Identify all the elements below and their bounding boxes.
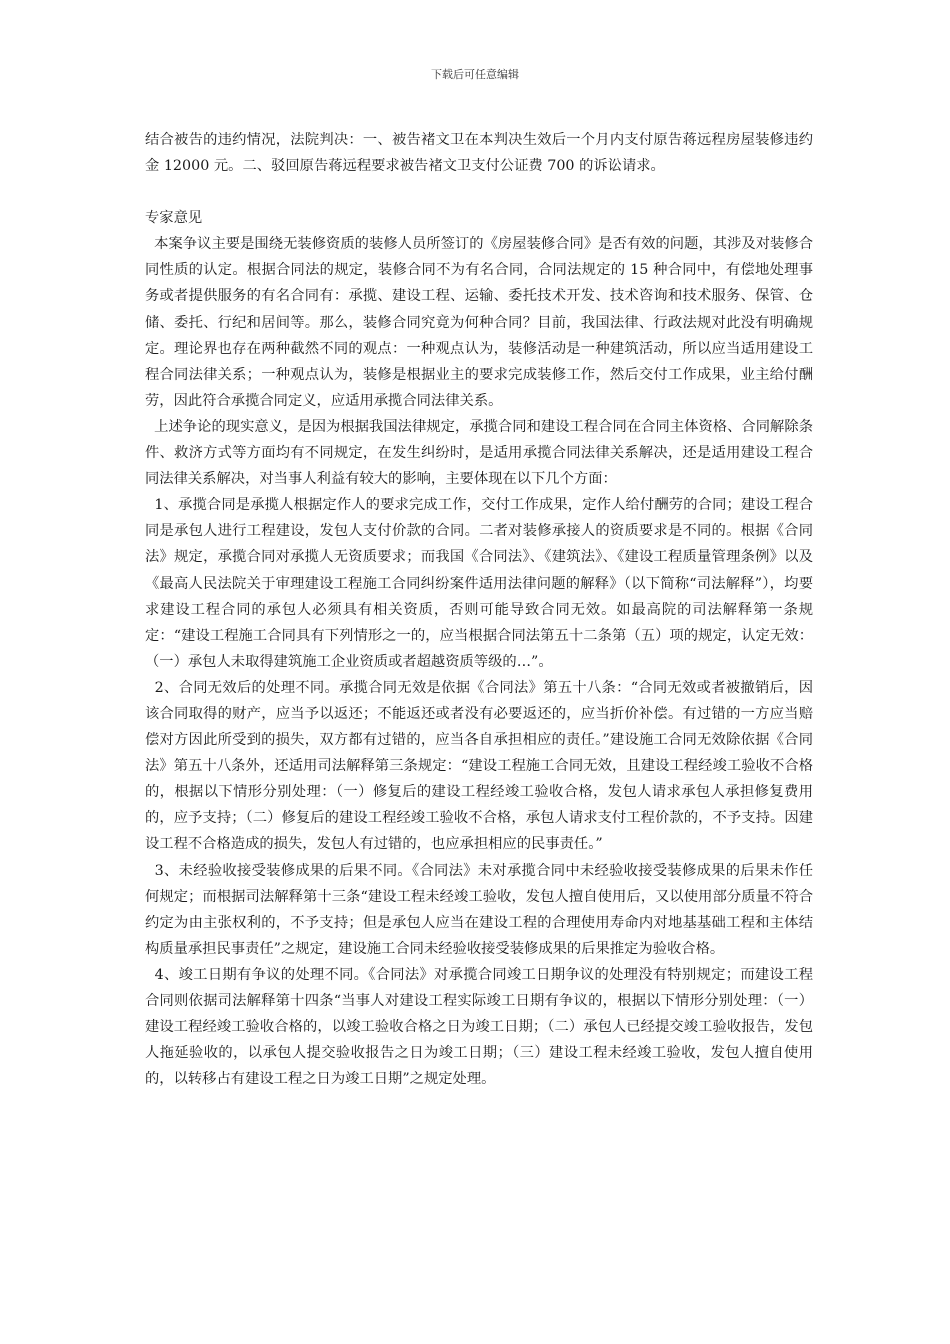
point-4-paragraph: 4、竣工日期有争议的处理不同。《合同法》对承揽合同竣工日期争议的处理没有特别规定；而建设工程合同则依据司法解释第十四条“当事人对建设工程实际竣工日期有争议的，根据以下情形分别处理：（一）建设工程经竣工验收合格的，以竣工验收合格之日为竣工日期；（二）承包人已经提交竣工验收报告，发包人拖延验收的，以承包人提交验收报告之日为竣工日期；（三）建设工程未经竣工验收，发包人擅自使用的，以转移占有建设工程之日为竣工日期”之规定处理。 <box>145 966 813 1088</box>
opinion-paragraph-1: 本案争议主要是围绕无装修资质的装修人员所签订的《房屋装修合同》是否有效的问题，其涉及对装修合同性质的认定。根据合同法的规定，装修合同不为有名合同，合同法规定的 15 种合同中，有偿地处理事务或者提供服务的有名合同有：承揽、建设工程、运输、委托技术开发、技术咨询和技术服务、保管、仓储、委托、行纪和居间等。那么，装修合同究竟为何种合同？目前，我国法律、行政法规对此没有明确规定。理论界也存在两种截然不同的观点：一种观点认为，装修活动是一种建筑活动，所以应当适用建设工程合同法律关系；一种观点认为，装修是根据业主的要求完成装修工作，然后交付工作成果，业主给付酬劳，因此符合承揽合同定义，应适用承揽合同法律关系。 <box>145 236 814 409</box>
point-1-paragraph: 1、承揽合同是承揽人根据定作人的要求完成工作，交付工作成果，定作人给付酬劳的合同；建设工程合同是承包人进行工程建设，发包人支付价款的合同。二者对装修承接人的资质要求是不同的。根据《合同法》规定，承揽合同对承揽人无资质要求；而我国《合同法》、《建筑法》、《建设工程质量管理条例》以及《最高人民法院关于审理建设工程施工合同纠纷案件适用法律问题的解释》（以下简称“司法解释”），均要求建设工程合同的承包人必须具有相关资质，否则可能导致合同无效。如最高院的司法解释第一条规定：“建设工程施工合同具有下列情形之一的，应当根据合同法第五十二条第（五）项的规定，认定无效：（一）承包人未取得建筑施工企业资质或者超越资质等级的…”。 <box>145 497 814 670</box>
page-header: 下载后可任意编辑 <box>431 68 519 81</box>
judgment-paragraph: 结合被告的违约情况，法院判决：一、被告褚文卫在本判决生效后一个月内支付原告蒋远程房屋装修违约金 12000 元。二、驳回原告蒋远程要求被告褚文卫支付公证费 700 的诉讼请求。 <box>145 132 813 175</box>
point-3-paragraph: 3、未经验收接受装修成果的后果不同。《合同法》未对承揽合同中未经验收接受装修成果的后果未作任何规定；而根据司法解释第十三条“建设工程未经竣工验收，发包人擅自使用后，又以使用部分质量不符合约定为由主张权利的，不予支持；但是承包人应当在建设工程的合理使用寿命内对地基基础工程和主体结构质量承担民事责任”之规定，建设施工合同未经验收接受装修成果的后果推定为验收合格。 <box>145 862 813 957</box>
point-2-paragraph: 2、合同无效后的处理不同。承揽合同无效是依据《合同法》第五十八条：“合同无效或者被撤销后，因该合同取得的财产，应当予以返还；不能返还或者没有必要返还的，应当折价补偿。有过错的一方应当赔偿对方因此所受到的损失，双方都有过错的，应当各自承担相应的责任。”建设施工合同无效除依据《合同法》第五十八条外，还适用司法解释第三条规定：“建设工程施工合同无效，且建设工程经竣工验收不合格的，根据以下情形分别处理：（一）修复后的建设工程经竣工验收合格，发包人请求承包人承担修复费用的，应予支持；（二）修复后的建设工程经竣工验收不合格，承包人请求支付工程价款的，不予支持。因建设工程不合格造成的损失，发包人有过错的，也应承担相应的民事责任。” <box>145 679 814 853</box>
opinion-paragraph-2: 上述争论的现实意义，是因为根据我国法律规定，承揽合同和建设工程合同在合同主体资格、合同解除条件、救济方式等方面均有不同规定，在发生纠纷时，是适用承揽合同法律关系解决，还是适用建设工程合同法律关系解决，对当事人利益有较大的影响，主要体现在以下几个方面： <box>145 418 814 488</box>
document-body <box>145 127 813 1092</box>
section-heading: 专家意见 <box>145 210 203 227</box>
